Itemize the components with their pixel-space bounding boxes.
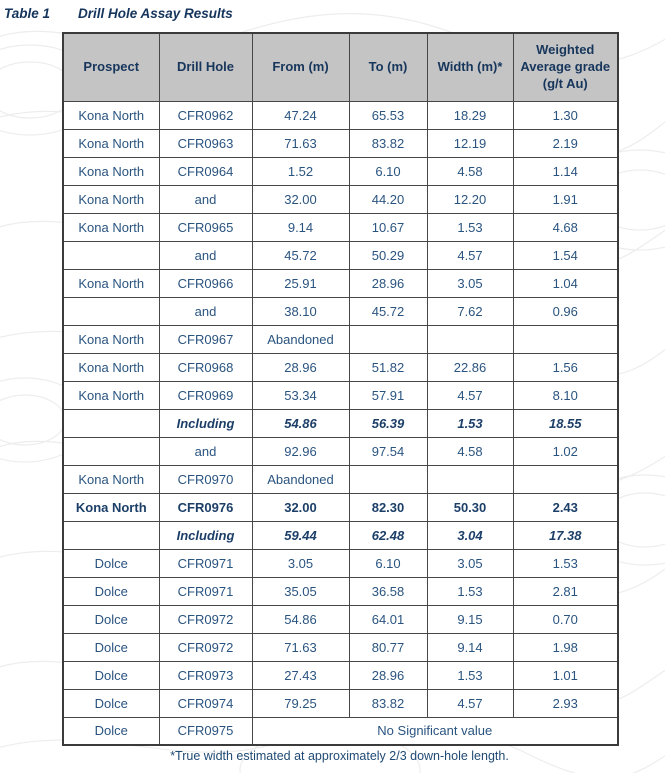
cell-drill-hole: CFR0965 xyxy=(159,213,252,241)
table-row xyxy=(63,549,618,577)
cell-from: 27.43 xyxy=(252,661,349,689)
cell-grade xyxy=(513,465,618,493)
cell-from: 25.91 xyxy=(252,269,349,297)
cell-drill-hole: CFR0964 xyxy=(159,157,252,185)
cell-grade: 1.14 xyxy=(513,157,618,185)
table-row xyxy=(63,129,618,157)
cell-to: 83.82 xyxy=(349,129,427,157)
header-to: To (m) xyxy=(349,33,427,101)
cell-grade: 8.10 xyxy=(513,381,618,409)
cell-prospect: Kona North xyxy=(63,185,159,213)
header-from: From (m) xyxy=(252,33,349,101)
table-row xyxy=(63,157,618,185)
cell-prospect: Dolce xyxy=(63,661,159,689)
table-number-label: Table 1 xyxy=(4,6,51,21)
cell-grade: 1.91 xyxy=(513,185,618,213)
table-row xyxy=(63,605,618,633)
table-row xyxy=(63,465,618,493)
cell-from: 1.52 xyxy=(252,157,349,185)
cell-to: 36.58 xyxy=(349,577,427,605)
cell-from: 79.25 xyxy=(252,689,349,717)
cell-grade: 4.68 xyxy=(513,213,618,241)
cell-width: 22.86 xyxy=(427,353,513,381)
header-row xyxy=(63,33,618,101)
cell-width: 4.57 xyxy=(427,381,513,409)
cell-prospect: Kona North xyxy=(63,101,159,129)
footnote: *True width estimated at approximately 2/3 down-hole length. xyxy=(170,749,509,763)
cell-width: 12.19 xyxy=(427,129,513,157)
cell-grade: 2.19 xyxy=(513,129,618,157)
cell-to: 45.72 xyxy=(349,297,427,325)
cell-grade: 0.96 xyxy=(513,297,618,325)
cell-prospect: Kona North xyxy=(63,465,159,493)
cell-prospect xyxy=(63,297,159,325)
cell-to: 97.54 xyxy=(349,437,427,465)
cell-to: 80.77 xyxy=(349,633,427,661)
cell-drill-hole: CFR0976 xyxy=(159,493,252,521)
cell-width xyxy=(427,325,513,353)
cell-from: 54.86 xyxy=(252,605,349,633)
cell-drill-hole: and xyxy=(159,185,252,213)
header-prospect: Prospect xyxy=(63,33,159,101)
cell-grade: 2.93 xyxy=(513,689,618,717)
cell-grade: 1.04 xyxy=(513,269,618,297)
table-row xyxy=(63,689,618,717)
table-row xyxy=(63,409,618,437)
cell-width: 50.30 xyxy=(427,493,513,521)
cell-width: 3.05 xyxy=(427,269,513,297)
header-drill-hole: Drill Hole xyxy=(159,33,252,101)
cell-from: 3.05 xyxy=(252,549,349,577)
cell-to: 28.96 xyxy=(349,661,427,689)
table-row xyxy=(63,577,618,605)
cell-prospect: Dolce xyxy=(63,549,159,577)
table-row xyxy=(63,269,618,297)
cell-grade: 2.43 xyxy=(513,493,618,521)
cell-width: 4.57 xyxy=(427,241,513,269)
table-row xyxy=(63,353,618,381)
cell-grade xyxy=(513,325,618,353)
cell-drill-hole: CFR0972 xyxy=(159,633,252,661)
assay-results-table xyxy=(62,32,619,746)
cell-to: 6.10 xyxy=(349,549,427,577)
cell-grade: 2.81 xyxy=(513,577,618,605)
cell-grade: 1.01 xyxy=(513,661,618,689)
table-caption: Drill Hole Assay Results xyxy=(78,6,233,21)
table-row xyxy=(63,101,618,129)
cell-prospect: Dolce xyxy=(63,717,159,745)
cell-drill-hole: CFR0971 xyxy=(159,577,252,605)
cell-grade: 1.54 xyxy=(513,241,618,269)
table-row xyxy=(63,437,618,465)
cell-prospect: Kona North xyxy=(63,213,159,241)
cell-from: 47.24 xyxy=(252,101,349,129)
cell-to: 51.82 xyxy=(349,353,427,381)
cell-drill-hole: CFR0968 xyxy=(159,353,252,381)
cell-to: 83.82 xyxy=(349,689,427,717)
cell-width: 9.14 xyxy=(427,633,513,661)
cell-from: Abandoned xyxy=(252,325,349,353)
cell-drill-hole: CFR0972 xyxy=(159,605,252,633)
cell-prospect: Kona North xyxy=(63,493,159,521)
cell-width: 1.53 xyxy=(427,213,513,241)
cell-drill-hole: CFR0967 xyxy=(159,325,252,353)
table-row xyxy=(63,633,618,661)
cell-width: 18.29 xyxy=(427,101,513,129)
cell-grade: 17.38 xyxy=(513,521,618,549)
cell-from: 9.14 xyxy=(252,213,349,241)
cell-prospect: Kona North xyxy=(63,269,159,297)
cell-drill-hole: CFR0969 xyxy=(159,381,252,409)
table-row xyxy=(63,241,618,269)
cell-drill-hole: CFR0966 xyxy=(159,269,252,297)
cell-drill-hole: CFR0974 xyxy=(159,689,252,717)
cell-width: 3.05 xyxy=(427,549,513,577)
cell-width: 1.53 xyxy=(427,577,513,605)
cell-prospect: Dolce xyxy=(63,689,159,717)
cell-prospect: Kona North xyxy=(63,325,159,353)
cell-from: 71.63 xyxy=(252,129,349,157)
cell-drill-hole: CFR0970 xyxy=(159,465,252,493)
cell-prospect: Dolce xyxy=(63,577,159,605)
cell-from: 35.05 xyxy=(252,577,349,605)
header-grade: Weighted Average grade (g/t Au) xyxy=(513,33,618,101)
cell-drill-hole: CFR0971 xyxy=(159,549,252,577)
cell-grade: 1.56 xyxy=(513,353,618,381)
cell-drill-hole: CFR0973 xyxy=(159,661,252,689)
cell-drill-hole: CFR0962 xyxy=(159,101,252,129)
cell-drill-hole: Including xyxy=(159,409,252,437)
cell-drill-hole: CFR0963 xyxy=(159,129,252,157)
cell-to xyxy=(349,465,427,493)
table-row xyxy=(63,297,618,325)
cell-width: 3.04 xyxy=(427,521,513,549)
table-body xyxy=(63,101,618,745)
cell-grade: 0.70 xyxy=(513,605,618,633)
cell-width: 4.58 xyxy=(427,157,513,185)
cell-prospect xyxy=(63,437,159,465)
cell-to: 65.53 xyxy=(349,101,427,129)
table-title xyxy=(0,0,665,21)
cell-prospect xyxy=(63,409,159,437)
cell-from: 71.63 xyxy=(252,633,349,661)
table-header xyxy=(63,33,618,101)
cell-prospect xyxy=(63,241,159,269)
cell-to: 10.67 xyxy=(349,213,427,241)
table-row xyxy=(63,493,618,521)
cell-to: 57.91 xyxy=(349,381,427,409)
cell-drill-hole: and xyxy=(159,297,252,325)
table-row xyxy=(63,521,618,549)
cell-to: 50.29 xyxy=(349,241,427,269)
cell-grade: 1.98 xyxy=(513,633,618,661)
cell-to: 62.48 xyxy=(349,521,427,549)
cell-from: 32.00 xyxy=(252,493,349,521)
cell-width xyxy=(427,465,513,493)
cell-to: 82.30 xyxy=(349,493,427,521)
cell-from: 92.96 xyxy=(252,437,349,465)
table-row xyxy=(63,717,618,745)
cell-drill-hole: CFR0975 xyxy=(159,717,252,745)
cell-to: 28.96 xyxy=(349,269,427,297)
cell-grade: 18.55 xyxy=(513,409,618,437)
cell-to: 6.10 xyxy=(349,157,427,185)
cell-drill-hole: and xyxy=(159,437,252,465)
cell-grade: 1.02 xyxy=(513,437,618,465)
cell-from: 59.44 xyxy=(252,521,349,549)
table-row xyxy=(63,325,618,353)
cell-width: 1.53 xyxy=(427,661,513,689)
cell-width: 4.57 xyxy=(427,689,513,717)
cell-grade: 1.30 xyxy=(513,101,618,129)
cell-prospect: Kona North xyxy=(63,381,159,409)
cell-from: 32.00 xyxy=(252,185,349,213)
cell-width: 9.15 xyxy=(427,605,513,633)
cell-width: 1.53 xyxy=(427,409,513,437)
header-width: Width (m)* xyxy=(427,33,513,101)
cell-grade: 1.53 xyxy=(513,549,618,577)
cell-to: 64.01 xyxy=(349,605,427,633)
cell-width: 7.62 xyxy=(427,297,513,325)
table-row xyxy=(63,661,618,689)
cell-prospect: Dolce xyxy=(63,605,159,633)
cell-from: 53.34 xyxy=(252,381,349,409)
cell-drill-hole: and xyxy=(159,241,252,269)
cell-width: 4.58 xyxy=(427,437,513,465)
cell-from: 45.72 xyxy=(252,241,349,269)
cell-from: 54.86 xyxy=(252,409,349,437)
cell-to xyxy=(349,325,427,353)
cell-from: 38.10 xyxy=(252,297,349,325)
cell-prospect: Kona North xyxy=(63,157,159,185)
table-row xyxy=(63,185,618,213)
cell-prospect: Kona North xyxy=(63,129,159,157)
cell-to: 44.20 xyxy=(349,185,427,213)
cell-prospect xyxy=(63,521,159,549)
cell-prospect: Dolce xyxy=(63,633,159,661)
cell-from: 28.96 xyxy=(252,353,349,381)
cell-note: No Significant value xyxy=(252,717,618,745)
table-row xyxy=(63,381,618,409)
cell-drill-hole: Including xyxy=(159,521,252,549)
table-row xyxy=(63,213,618,241)
cell-width: 12.20 xyxy=(427,185,513,213)
cell-from: Abandoned xyxy=(252,465,349,493)
cell-to: 56.39 xyxy=(349,409,427,437)
cell-prospect: Kona North xyxy=(63,353,159,381)
